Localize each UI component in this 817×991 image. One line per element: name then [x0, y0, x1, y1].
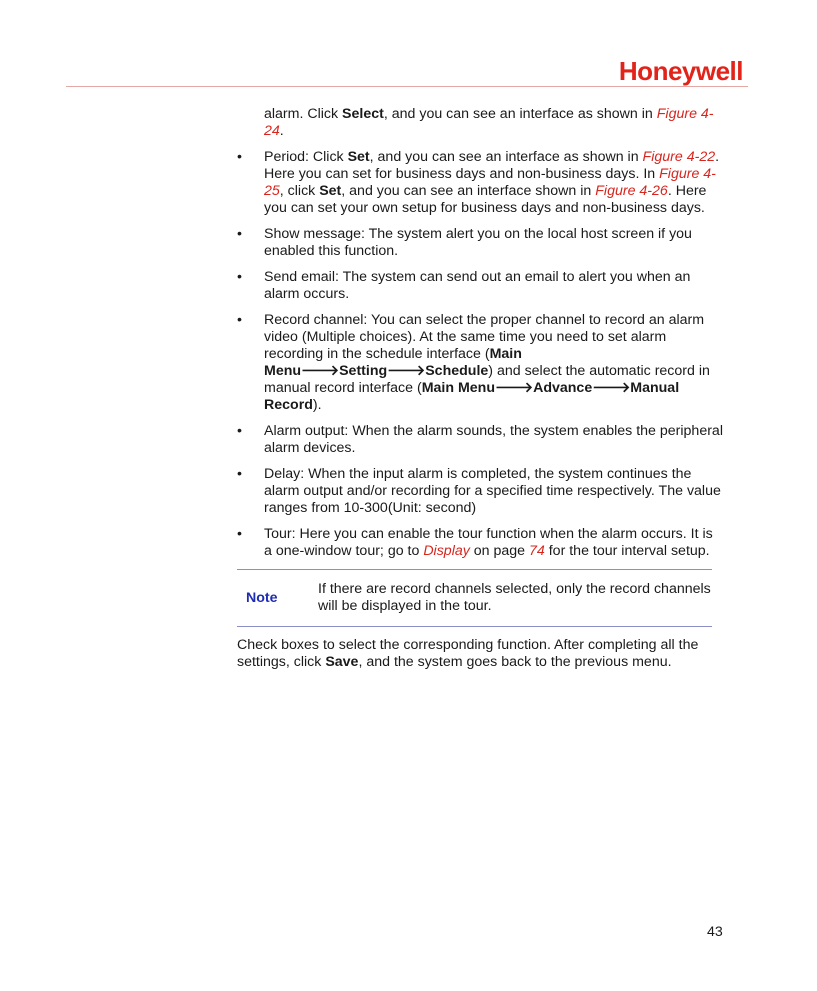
arrow-right-icon: 🡒: [301, 363, 340, 379]
text-run: , and you can see an interface as shown in: [369, 149, 643, 165]
bullet-icon: •: [237, 226, 242, 242]
bold-term-set: Set: [319, 183, 342, 199]
bold-term: Schedule: [425, 363, 489, 379]
text-run: Period: Click: [264, 149, 348, 165]
text-run: , click: [279, 183, 320, 199]
page-74-link[interactable]: 74: [529, 543, 545, 559]
note-text: If there are record channels selected, only the record channels will be displayed in the tour.: [318, 581, 711, 614]
bullet-list: [237, 149, 723, 560]
page-number: 43: [707, 924, 723, 940]
bullet-icon: •: [237, 312, 242, 328]
closing-paragraph: [237, 637, 717, 671]
bullet-icon: •: [237, 423, 242, 439]
text-run: on page: [469, 543, 530, 559]
bullet-icon: •: [237, 149, 242, 165]
text-run: Check boxes to select the corresponding function. After completing all the settings, click: [237, 637, 699, 670]
list-item: [237, 149, 723, 217]
list-item: [237, 466, 723, 517]
bold-term: Advance: [533, 380, 593, 396]
bold-term: Manual Record: [264, 380, 680, 413]
bold-term: Main Menu: [421, 380, 496, 396]
page-body: [237, 106, 723, 685]
arrow-right-icon: 🡒: [387, 363, 426, 379]
text-run: . Here you can set your own setup for business days and non-business days.: [264, 183, 707, 216]
bold-term-select: Select: [342, 106, 384, 122]
text-run: Alarm output: When the alarm sounds, the system enables the peripheral alarm devices.: [264, 423, 723, 456]
list-item: [237, 269, 723, 303]
text-run: Show message: The system alert you on the local host screen if you enabled this function.: [264, 226, 692, 259]
text-run: Record channel: You can select the proper channel to record an alarm video (Multiple choices). At the same time you need to set alarm recording in the schedule interface (: [264, 312, 705, 362]
list-item: [237, 226, 723, 260]
list-item: [237, 312, 723, 414]
header-divider: [66, 86, 748, 87]
text-run: . Here you can set for business days and non-business days. In: [264, 149, 720, 182]
note-label: Note: [246, 589, 278, 606]
text-run: ).: [312, 397, 322, 413]
list-item: [237, 526, 723, 560]
figure-4-22-link[interactable]: Figure 4-22: [642, 149, 716, 165]
figure-4-26-link[interactable]: Figure 4-26: [595, 183, 668, 199]
text-run: , and you can see an interface as shown in: [383, 106, 657, 122]
bold-term-set: Set: [347, 149, 370, 165]
text-run: for the tour interval setup.: [544, 543, 710, 559]
list-item: [237, 423, 723, 457]
arrow-right-icon: 🡒: [592, 380, 631, 396]
bullet-icon: •: [237, 466, 242, 482]
honeywell-logo: Honeywell: [618, 56, 743, 86]
text-run: ) and select the automatic record in manual record interface (: [264, 363, 710, 396]
display-link[interactable]: Display: [423, 543, 470, 559]
arrow-right-icon: 🡒: [495, 380, 534, 396]
text-run: Delay: When the input alarm is completed, the system continues the alarm output and/or recording for a specified time respectively. The value ranges from 10-300(Unit: second): [264, 466, 721, 516]
bold-term: Setting: [339, 363, 388, 379]
lead-paragraph: [264, 106, 723, 140]
bold-term-save: Save: [325, 654, 359, 670]
figure-4-25-link[interactable]: Figure 4-25: [264, 166, 716, 199]
text-run: Tour: Here you can enable the tour function when the alarm occurs. It is a one-window tour; go to: [264, 526, 713, 559]
text-run: , and the system goes back to the previous menu.: [358, 654, 672, 670]
bullet-icon: •: [237, 526, 242, 542]
figure-4-24-link[interactable]: Figure 4-24: [264, 106, 714, 139]
text-run: Send email: The system can send out an email to alert you when an alarm occurs.: [264, 269, 691, 302]
bold-term: Main Menu: [264, 346, 522, 379]
text-run: , and you can see an interface shown in: [341, 183, 596, 199]
text-run: .: [279, 123, 284, 139]
text-run: alarm. Click: [264, 106, 343, 122]
bullet-icon: •: [237, 269, 242, 285]
note-box: [237, 569, 712, 627]
